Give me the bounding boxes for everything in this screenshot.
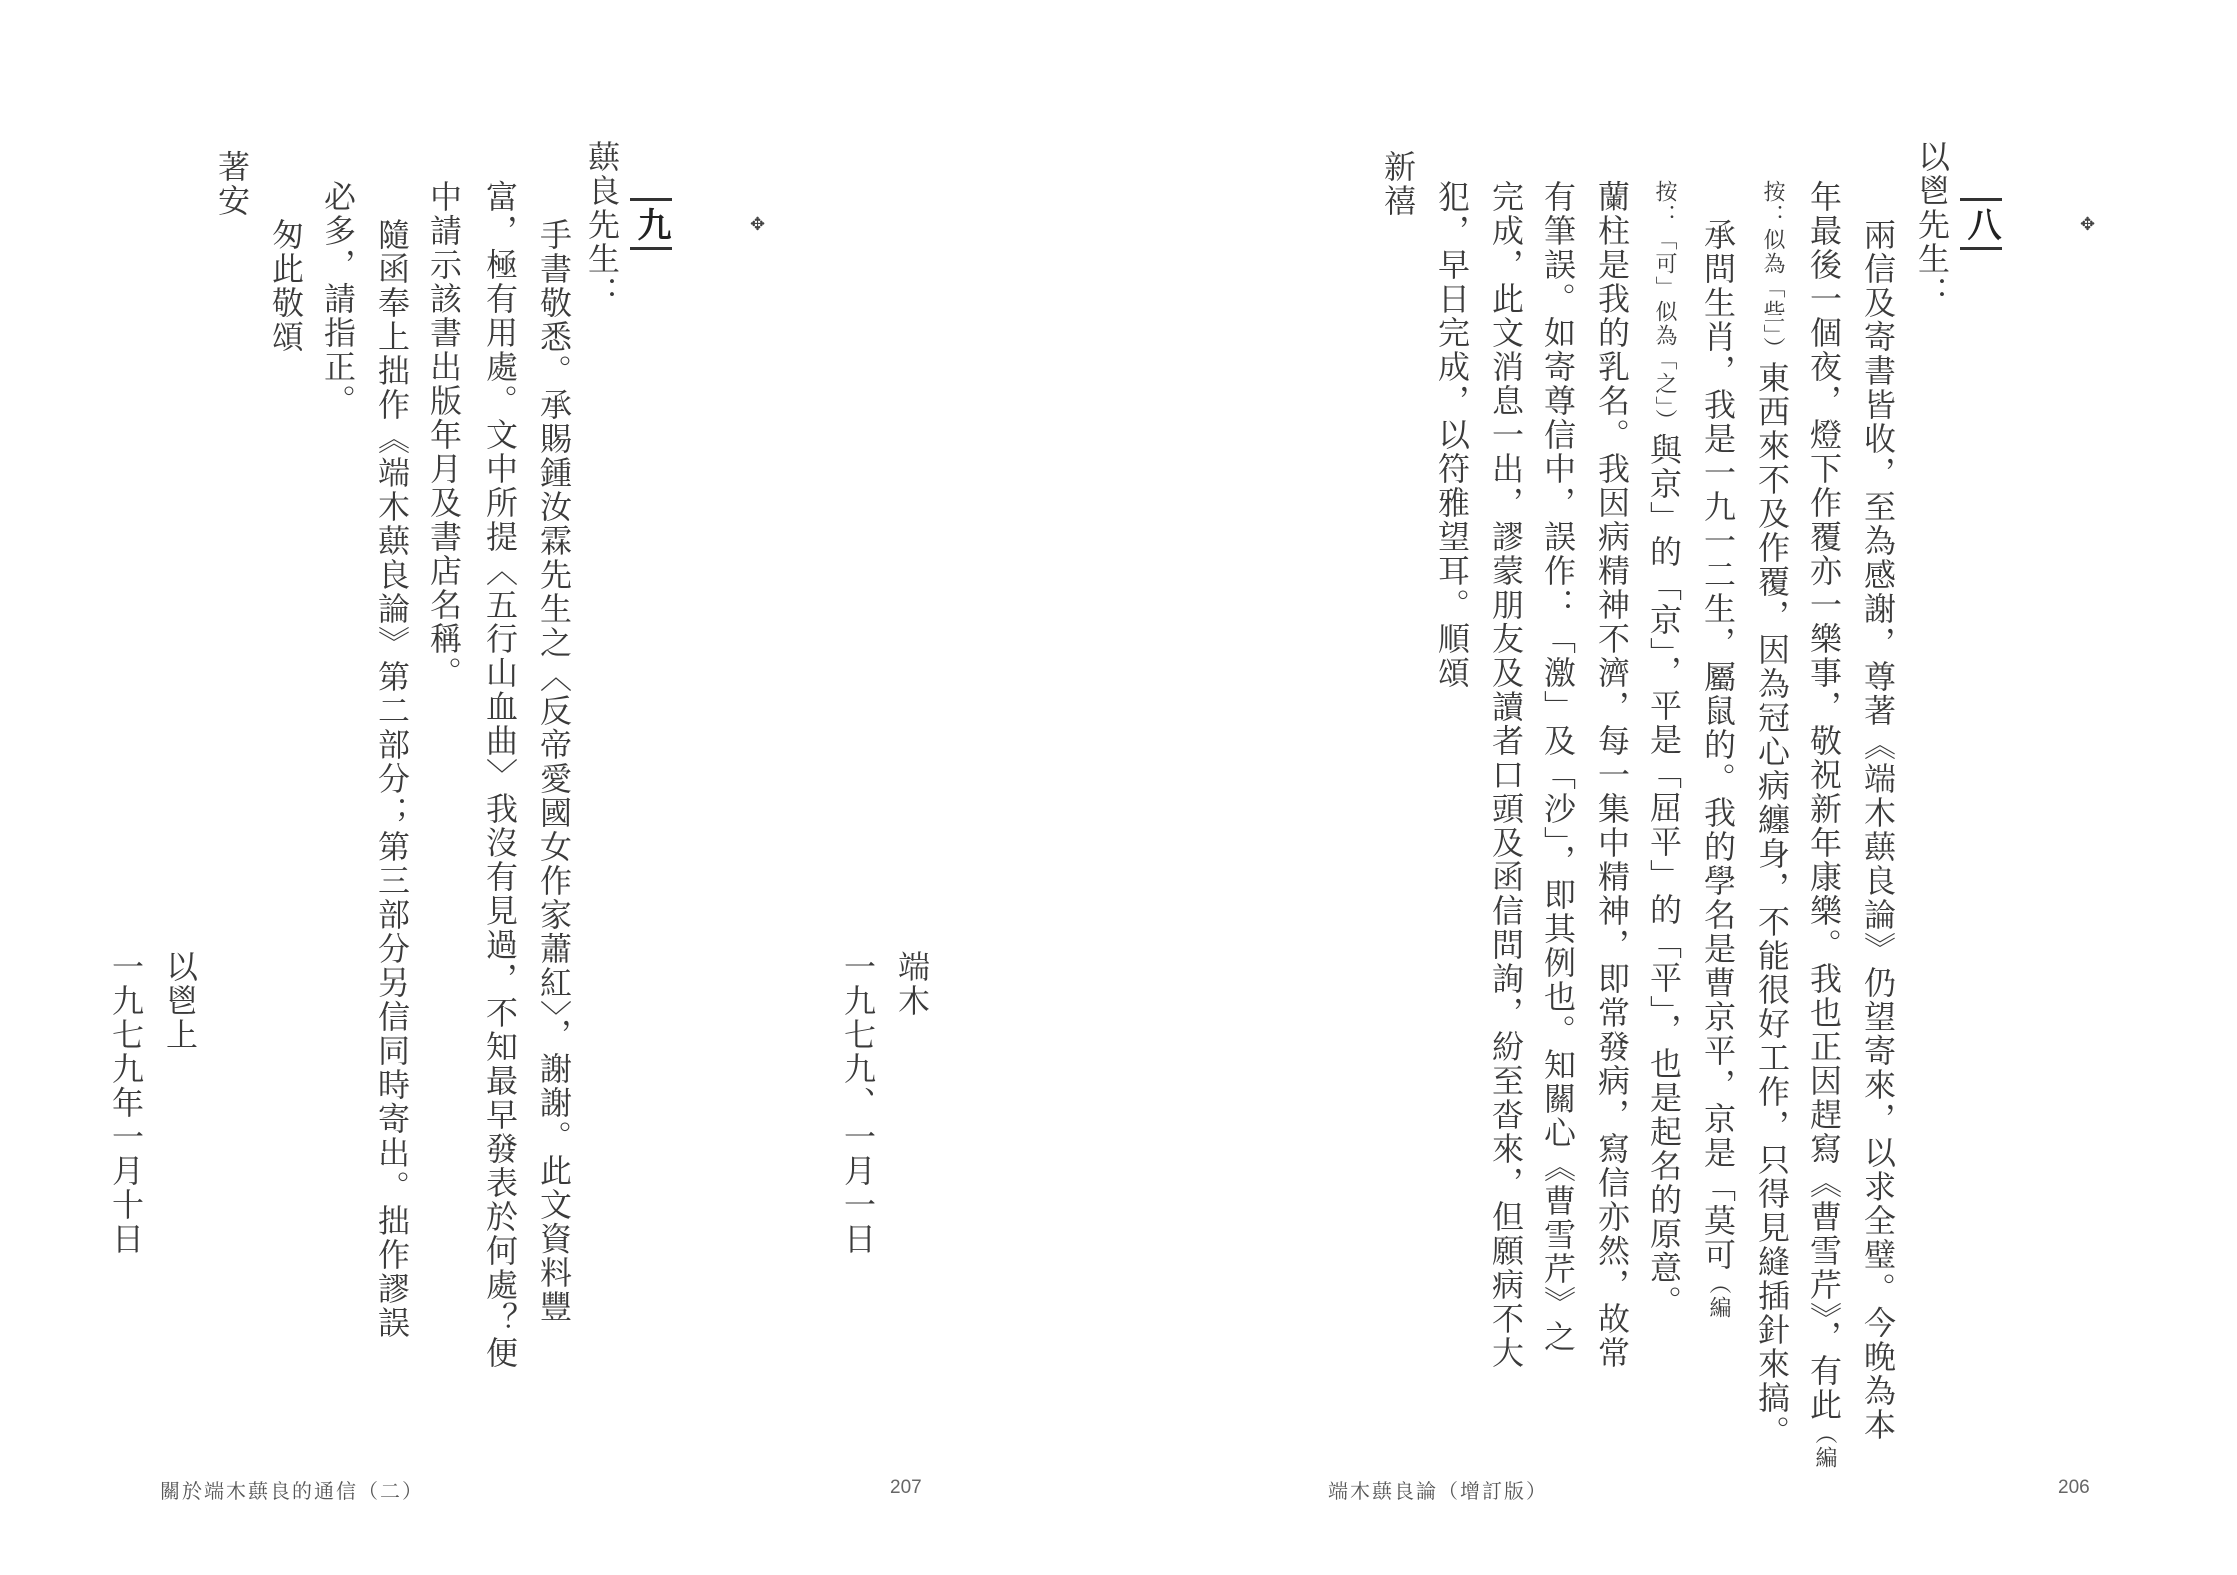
body-line-3: [1753, 180, 1791, 1449]
body-line-8: 完成，此文消息一出，謬蒙朋友及讀者口頭及函信問詢，紛至沓來，但願病不大: [1487, 180, 1525, 1370]
page-number: 207: [890, 1477, 922, 1498]
body-text: 年最後一個夜，燈下作覆亦一樂事，敬祝新年康樂。我也正因趕寫《曹雪芹》，有此: [1805, 180, 1843, 1422]
salutation: 蕻良先生：: [583, 140, 621, 310]
signoff-label: 端木: [893, 950, 931, 1018]
body-line-3: 中請示該書出版年月及書店名稱。: [425, 180, 463, 690]
signoff-date: 一九七九、一月一日: [839, 950, 877, 1256]
body-text: 承問生肖，我是一九一二生，屬鼠的。我的學名是曹京平，京是「莫可: [1699, 218, 1737, 1272]
body-text: 與京」的「京」，平是「屈平」的「平」，也是起名的原意。: [1645, 433, 1683, 1319]
body-text: 東西來不及作覆，因為冠心病纏身，不能很好工作，只得見縫插針來搞。: [1753, 361, 1791, 1449]
body-line-1: 手書敬悉。承賜鍾汝霖先生之〈反帝愛國女作家蕭紅〉，謝謝。此文資料豐: [535, 218, 573, 1324]
ornament-icon: ✥: [750, 214, 766, 235]
body-line-4: [1699, 218, 1737, 1320]
editor-note: （編: [1812, 1422, 1837, 1470]
section-heading: 九: [630, 198, 672, 250]
left-page: [0, 0, 1118, 1575]
body-line-2: [1805, 180, 1843, 1470]
section-heading: 八: [1960, 198, 2002, 250]
signoff-date: 一九七九年一月十日: [107, 950, 145, 1256]
running-footer: 端木蕻良論（增訂版）: [1328, 1479, 1548, 1503]
body-line-7: 著安: [213, 150, 251, 218]
body-line-5: 必多，請指正。: [319, 180, 357, 418]
body-line-1: 兩信及寄書皆收，至為感謝，尊著《端木蕻良論》仍望寄來，以求全璧。今晚為本: [1859, 218, 1897, 1442]
body-line-7: 有筆誤。如寄尊信中，誤作：「激」及「沙」，即其例也。知關心《曹雪芹》之: [1539, 180, 1577, 1354]
signoff-label: 以鬯上: [161, 950, 199, 1052]
editor-note: 按：似為「些」）: [1760, 180, 1785, 361]
body-line-9: 犯，早日完成，以符雅望耳。順頌: [1433, 180, 1471, 690]
body-line-6: 匆此敬頌: [267, 218, 305, 354]
salutation: 以鬯先生：: [1913, 140, 1951, 310]
body-line-2: 富，極有用處。文中所提〈五行山血曲〉我沒有見過，不知最早發表於何處？便: [481, 180, 519, 1370]
editor-note: 按：「可」似為「之」）: [1652, 180, 1677, 433]
running-footer: 關於端木蕻良的通信（二）: [160, 1479, 424, 1503]
ornament-icon: ✥: [2080, 214, 2096, 235]
body-line-6: 蘭柱是我的乳名。我因病精神不濟，每一集中精神，即常發病，寫信亦然，故常: [1593, 180, 1631, 1370]
body-line-5: [1645, 180, 1683, 1319]
page-number: 206: [2058, 1477, 2090, 1498]
body-line-10: 新禧: [1379, 150, 1417, 218]
body-line-4: 隨函奉上拙作《端木蕻良論》第二部分；第三部分另信同時寄出。拙作謬誤: [373, 218, 411, 1340]
editor-note: （編: [1706, 1272, 1731, 1320]
